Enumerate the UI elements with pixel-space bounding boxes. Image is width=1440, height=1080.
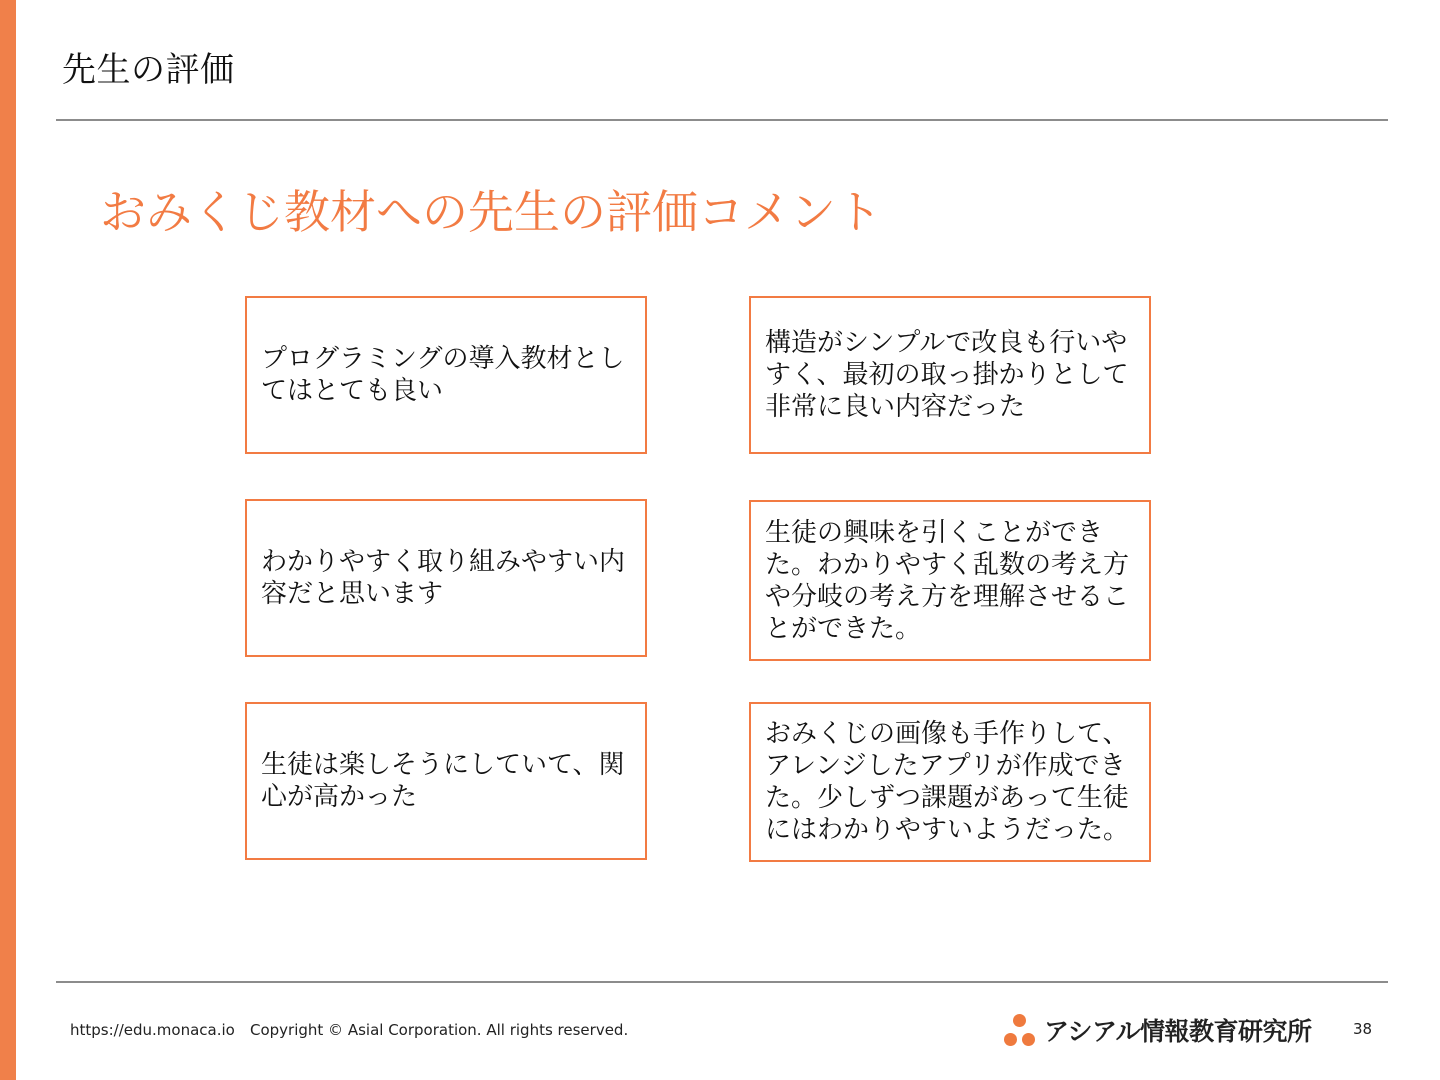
- logo-dot: [1004, 1033, 1017, 1046]
- comment-card: [245, 296, 647, 454]
- comment-card: [749, 296, 1151, 454]
- comment-text: プログラミングの導入教材としてはとても良い: [261, 344, 625, 406]
- footer-copyright: Copyright © Asial Corporation. All rights reserved.: [250, 1021, 629, 1039]
- slide-heading: おみくじ教材への先生の評価コメント: [100, 185, 882, 239]
- comment-card: [749, 500, 1151, 661]
- header-divider: [56, 119, 1388, 121]
- comment-card: [245, 499, 647, 657]
- footer-logo: [1002, 1012, 1312, 1048]
- left-accent-bar: [0, 0, 16, 1080]
- logo-dots-icon: [1002, 1013, 1038, 1047]
- logo-dot: [1013, 1014, 1026, 1027]
- comment-text: 生徒の興味を引くことができた。わかりやすく乱数の考え方や分岐の考え方を理解させることができた。: [765, 517, 1130, 644]
- comment-text: おみくじの画像も手作りして、アレンジしたアプリが作成できた。少しずつ課題があって生徒にはわかりやすいようだった。: [765, 719, 1130, 845]
- slide-header-title: 先生の評価: [62, 50, 235, 90]
- footer-url: https://edu.monaca.io: [70, 1021, 235, 1039]
- page-number: 38: [1353, 1020, 1373, 1038]
- comment-text: わかりやすく取り組みやすい内容だと思います: [261, 547, 626, 609]
- footer-divider: [56, 981, 1388, 983]
- comment-card: [245, 702, 647, 860]
- logo-text: アシアル情報教育研究所: [1044, 1017, 1312, 1046]
- comment-card: [749, 702, 1151, 862]
- comment-text: 生徒は楽しそうにしていて、関心が高かった: [261, 750, 625, 812]
- comment-text: 構造がシンプルで改良も行いやすく、最初の取っ掛かりとして非常に良い内容だった: [765, 328, 1129, 422]
- logo-dot: [1022, 1033, 1035, 1046]
